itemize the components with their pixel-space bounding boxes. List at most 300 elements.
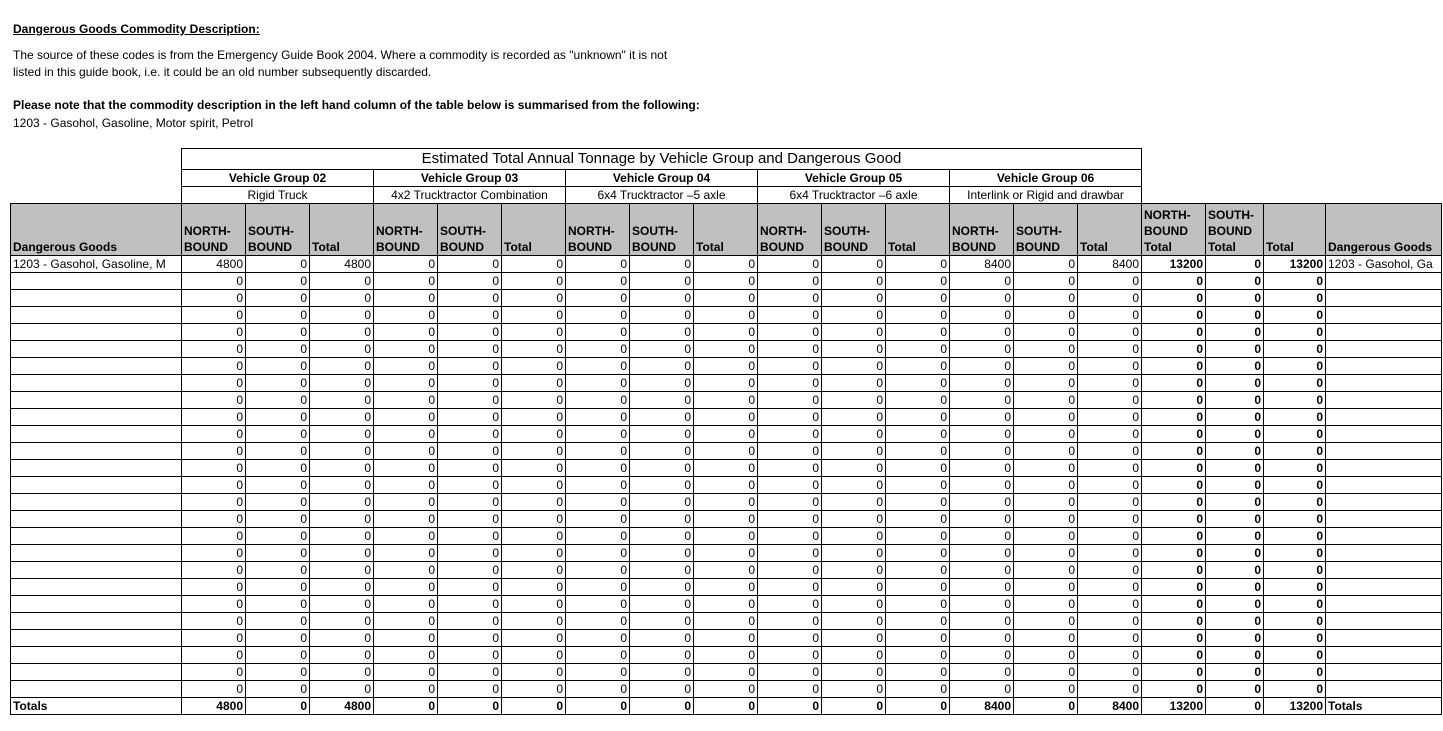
value-cell: 0 bbox=[438, 494, 502, 511]
value-cell: 0 bbox=[694, 511, 758, 528]
value-cell: 0 bbox=[822, 579, 886, 596]
row-label bbox=[11, 409, 182, 426]
value-cell: 0 bbox=[950, 579, 1014, 596]
value-cell: 0 bbox=[438, 375, 502, 392]
value-cell: 0 bbox=[246, 528, 310, 545]
value-cell: 0 bbox=[310, 375, 374, 392]
value-cell: 0 bbox=[566, 562, 630, 579]
value-cell: 0 bbox=[758, 698, 822, 715]
value-cell: 0 bbox=[438, 307, 502, 324]
value-cell: 4800 bbox=[182, 256, 246, 273]
value-cell: 0 bbox=[950, 426, 1014, 443]
value-cell: 0 bbox=[886, 545, 950, 562]
total-cell: 0 bbox=[1142, 630, 1206, 647]
value-cell: 0 bbox=[694, 358, 758, 375]
value-cell: 8400 bbox=[1078, 698, 1142, 715]
total-cell: 13200 bbox=[1264, 698, 1326, 715]
value-cell: 0 bbox=[886, 528, 950, 545]
value-cell: 0 bbox=[1014, 273, 1078, 290]
vehicle-group-name: Vehicle Group 02 bbox=[182, 170, 374, 187]
total-cell: 0 bbox=[1206, 613, 1264, 630]
blank-cell bbox=[1264, 187, 1326, 204]
vehicle-group-name: Vehicle Group 05 bbox=[758, 170, 950, 187]
value-cell: 0 bbox=[630, 528, 694, 545]
value-cell: 0 bbox=[246, 477, 310, 494]
value-cell: 0 bbox=[438, 579, 502, 596]
value-cell: 0 bbox=[630, 647, 694, 664]
value-cell: 0 bbox=[182, 443, 246, 460]
intro-paragraph-line2: listed in this guide book, i.e. it could be an old number subsequently discarded. bbox=[13, 65, 432, 79]
value-cell: 0 bbox=[822, 647, 886, 664]
total-cell: 0 bbox=[1264, 392, 1326, 409]
value-cell: 0 bbox=[694, 375, 758, 392]
value-cell: 0 bbox=[758, 392, 822, 409]
value-cell: 0 bbox=[1078, 324, 1142, 341]
value-cell: 0 bbox=[246, 341, 310, 358]
total-cell: 0 bbox=[1142, 392, 1206, 409]
value-cell: 0 bbox=[310, 562, 374, 579]
value-cell: 0 bbox=[1014, 562, 1078, 579]
total-cell: 0 bbox=[1264, 613, 1326, 630]
total-cell: 0 bbox=[1142, 528, 1206, 545]
intro-commodity: 1203 - Gasohol, Gasoline, Motor spirit, Petrol bbox=[13, 116, 254, 130]
value-cell: 0 bbox=[502, 596, 566, 613]
value-cell: 0 bbox=[310, 528, 374, 545]
row-label bbox=[11, 443, 182, 460]
column-header-row bbox=[11, 204, 1442, 256]
value-cell: 0 bbox=[1078, 426, 1142, 443]
row-label bbox=[11, 494, 182, 511]
row-label bbox=[11, 307, 182, 324]
vehicle-group-name: Vehicle Group 06 bbox=[950, 170, 1142, 187]
value-cell: 0 bbox=[886, 290, 950, 307]
total-cell: 0 bbox=[1142, 426, 1206, 443]
value-cell: 0 bbox=[630, 477, 694, 494]
value-cell: 0 bbox=[502, 698, 566, 715]
value-cell: 0 bbox=[1078, 613, 1142, 630]
value-cell: 0 bbox=[694, 273, 758, 290]
row-label-right bbox=[1326, 511, 1442, 528]
table-row bbox=[11, 477, 1442, 494]
row-label bbox=[11, 579, 182, 596]
value-cell: 0 bbox=[630, 698, 694, 715]
value-cell: 0 bbox=[694, 494, 758, 511]
row-label-right bbox=[1326, 426, 1442, 443]
value-cell: 0 bbox=[438, 630, 502, 647]
table-row bbox=[11, 630, 1442, 647]
value-cell: 0 bbox=[694, 698, 758, 715]
value-cell: 0 bbox=[1078, 681, 1142, 698]
value-cell: 0 bbox=[630, 613, 694, 630]
blank-cell bbox=[1206, 187, 1264, 204]
value-cell: 0 bbox=[1078, 307, 1142, 324]
value-cell: 0 bbox=[1078, 545, 1142, 562]
row-label-right bbox=[1326, 358, 1442, 375]
total-cell: 0 bbox=[1264, 358, 1326, 375]
value-cell: 0 bbox=[886, 647, 950, 664]
value-cell: 0 bbox=[1014, 613, 1078, 630]
value-cell: 0 bbox=[886, 256, 950, 273]
value-cell: 0 bbox=[1078, 528, 1142, 545]
table-row bbox=[11, 528, 1442, 545]
value-cell: 0 bbox=[822, 528, 886, 545]
total-cell: 0 bbox=[1142, 290, 1206, 307]
header-southbound: SOUTH-BOUND bbox=[822, 204, 886, 256]
total-cell: 0 bbox=[1142, 494, 1206, 511]
value-cell: 0 bbox=[502, 664, 566, 681]
value-cell: 0 bbox=[438, 613, 502, 630]
value-cell: 0 bbox=[374, 358, 438, 375]
table-row bbox=[11, 460, 1442, 477]
row-label bbox=[11, 341, 182, 358]
value-cell: 0 bbox=[246, 647, 310, 664]
value-cell: 0 bbox=[758, 562, 822, 579]
value-cell: 0 bbox=[758, 358, 822, 375]
value-cell: 0 bbox=[886, 562, 950, 579]
total-cell: 0 bbox=[1264, 409, 1326, 426]
value-cell: 0 bbox=[502, 443, 566, 460]
total-cell: 0 bbox=[1142, 324, 1206, 341]
value-cell: 0 bbox=[758, 613, 822, 630]
value-cell: 0 bbox=[694, 562, 758, 579]
table-row bbox=[11, 409, 1442, 426]
total-cell: 0 bbox=[1206, 664, 1264, 681]
group-row bbox=[11, 170, 1442, 187]
total-cell: 0 bbox=[1206, 341, 1264, 358]
value-cell: 0 bbox=[822, 664, 886, 681]
value-cell: 0 bbox=[694, 290, 758, 307]
value-cell: 0 bbox=[566, 579, 630, 596]
total-cell: 0 bbox=[1206, 426, 1264, 443]
row-label bbox=[11, 324, 182, 341]
intro-heading: Dangerous Goods Commodity Description: bbox=[13, 22, 260, 36]
header-southbound: SOUTH-BOUND bbox=[1014, 204, 1078, 256]
row-label-right bbox=[1326, 596, 1442, 613]
value-cell: 0 bbox=[182, 596, 246, 613]
header-southbound: SOUTH-BOUND bbox=[438, 204, 502, 256]
value-cell: 0 bbox=[502, 647, 566, 664]
value-cell: 0 bbox=[694, 630, 758, 647]
value-cell: 0 bbox=[566, 358, 630, 375]
value-cell: 0 bbox=[374, 443, 438, 460]
row-label-right bbox=[1326, 273, 1442, 290]
row-label-right bbox=[1326, 290, 1442, 307]
total-cell: 0 bbox=[1206, 698, 1264, 715]
value-cell: 0 bbox=[694, 647, 758, 664]
value-cell: 0 bbox=[950, 307, 1014, 324]
total-cell: 0 bbox=[1264, 579, 1326, 596]
value-cell: 0 bbox=[182, 307, 246, 324]
vehicle-group-description: Interlink or Rigid and drawbar bbox=[950, 187, 1142, 204]
value-cell: 0 bbox=[1078, 579, 1142, 596]
value-cell: 0 bbox=[630, 426, 694, 443]
value-cell: 0 bbox=[438, 392, 502, 409]
value-cell: 0 bbox=[182, 562, 246, 579]
value-cell: 0 bbox=[950, 273, 1014, 290]
value-cell: 0 bbox=[822, 358, 886, 375]
value-cell: 0 bbox=[758, 324, 822, 341]
total-cell: 0 bbox=[1264, 375, 1326, 392]
value-cell: 0 bbox=[502, 273, 566, 290]
value-cell: 0 bbox=[822, 562, 886, 579]
header-southbound: SOUTH-BOUND bbox=[246, 204, 310, 256]
value-cell: 0 bbox=[1014, 341, 1078, 358]
value-cell: 0 bbox=[950, 290, 1014, 307]
total-cell: 0 bbox=[1142, 613, 1206, 630]
row-label bbox=[11, 596, 182, 613]
value-cell: 0 bbox=[1078, 647, 1142, 664]
blank-cell bbox=[1326, 187, 1442, 204]
vehicle-group-description: 6x4 Trucktractor –5 axle bbox=[566, 187, 758, 204]
value-cell: 0 bbox=[1014, 647, 1078, 664]
value-cell: 0 bbox=[1078, 477, 1142, 494]
value-cell: 0 bbox=[438, 698, 502, 715]
value-cell: 0 bbox=[502, 392, 566, 409]
table-row bbox=[11, 596, 1442, 613]
blank-cell bbox=[1264, 149, 1326, 170]
value-cell: 0 bbox=[886, 460, 950, 477]
value-cell: 0 bbox=[822, 324, 886, 341]
value-cell: 0 bbox=[758, 494, 822, 511]
value-cell: 0 bbox=[1014, 290, 1078, 307]
total-cell: 0 bbox=[1264, 562, 1326, 579]
value-cell: 0 bbox=[566, 681, 630, 698]
table-row bbox=[11, 290, 1442, 307]
value-cell: 0 bbox=[1014, 698, 1078, 715]
value-cell: 0 bbox=[438, 341, 502, 358]
value-cell: 0 bbox=[310, 579, 374, 596]
value-cell: 0 bbox=[822, 545, 886, 562]
value-cell: 0 bbox=[438, 477, 502, 494]
value-cell: 0 bbox=[310, 647, 374, 664]
value-cell: 0 bbox=[1078, 630, 1142, 647]
total-cell: 0 bbox=[1264, 307, 1326, 324]
total-cell: 0 bbox=[1142, 562, 1206, 579]
value-cell: 0 bbox=[950, 613, 1014, 630]
value-cell: 0 bbox=[310, 409, 374, 426]
value-cell: 0 bbox=[246, 698, 310, 715]
value-cell: 0 bbox=[886, 698, 950, 715]
value-cell: 0 bbox=[694, 324, 758, 341]
value-cell: 0 bbox=[630, 341, 694, 358]
value-cell: 0 bbox=[438, 460, 502, 477]
value-cell: 0 bbox=[182, 358, 246, 375]
total-cell: 0 bbox=[1142, 358, 1206, 375]
row-label: Totals bbox=[11, 698, 182, 715]
total-cell: 0 bbox=[1206, 460, 1264, 477]
value-cell: 0 bbox=[502, 545, 566, 562]
value-cell: 0 bbox=[438, 256, 502, 273]
value-cell: 4800 bbox=[310, 256, 374, 273]
row-label-right bbox=[1326, 409, 1442, 426]
value-cell: 0 bbox=[630, 630, 694, 647]
value-cell: 0 bbox=[310, 681, 374, 698]
row-label bbox=[11, 358, 182, 375]
value-cell: 0 bbox=[374, 579, 438, 596]
value-cell: 0 bbox=[1078, 392, 1142, 409]
value-cell: 0 bbox=[950, 392, 1014, 409]
total-cell: 0 bbox=[1264, 545, 1326, 562]
value-cell: 0 bbox=[246, 460, 310, 477]
blank-cell bbox=[1142, 149, 1206, 170]
table-row-1203 bbox=[11, 256, 1442, 273]
total-cell: 0 bbox=[1206, 681, 1264, 698]
value-cell: 0 bbox=[566, 698, 630, 715]
value-cell: 0 bbox=[630, 579, 694, 596]
blank-cell bbox=[11, 187, 182, 204]
total-cell: 0 bbox=[1264, 647, 1326, 664]
value-cell: 0 bbox=[310, 460, 374, 477]
total-cell: 0 bbox=[1142, 409, 1206, 426]
value-cell: 4800 bbox=[310, 698, 374, 715]
value-cell: 0 bbox=[502, 613, 566, 630]
value-cell: 0 bbox=[182, 545, 246, 562]
total-cell: 0 bbox=[1264, 460, 1326, 477]
row-label bbox=[11, 511, 182, 528]
header-northbound: NORTH-BOUND bbox=[182, 204, 246, 256]
value-cell: 0 bbox=[886, 579, 950, 596]
value-cell: 0 bbox=[374, 256, 438, 273]
value-cell: 0 bbox=[438, 545, 502, 562]
value-cell: 0 bbox=[246, 307, 310, 324]
value-cell: 0 bbox=[246, 358, 310, 375]
value-cell: 0 bbox=[246, 613, 310, 630]
value-cell: 0 bbox=[950, 596, 1014, 613]
table-row bbox=[11, 681, 1442, 698]
value-cell: 0 bbox=[438, 647, 502, 664]
header-dangerous-goods-right: Dangerous Goods bbox=[1326, 204, 1442, 256]
total-cell: 0 bbox=[1142, 664, 1206, 681]
value-cell: 0 bbox=[502, 341, 566, 358]
value-cell: 0 bbox=[886, 375, 950, 392]
total-cell: 0 bbox=[1142, 477, 1206, 494]
value-cell: 0 bbox=[1014, 358, 1078, 375]
value-cell: 0 bbox=[182, 460, 246, 477]
value-cell: 0 bbox=[566, 426, 630, 443]
blank-cell bbox=[1326, 170, 1442, 187]
value-cell: 0 bbox=[758, 664, 822, 681]
total-cell: 0 bbox=[1206, 273, 1264, 290]
row-label bbox=[11, 562, 182, 579]
value-cell: 0 bbox=[502, 324, 566, 341]
value-cell: 0 bbox=[1078, 273, 1142, 290]
value-cell: 0 bbox=[1014, 409, 1078, 426]
row-label-right bbox=[1326, 647, 1442, 664]
value-cell: 0 bbox=[886, 596, 950, 613]
value-cell: 0 bbox=[950, 545, 1014, 562]
value-cell: 0 bbox=[758, 409, 822, 426]
value-cell: 0 bbox=[1014, 256, 1078, 273]
value-cell: 0 bbox=[694, 664, 758, 681]
value-cell: 0 bbox=[886, 341, 950, 358]
value-cell: 0 bbox=[502, 460, 566, 477]
total-cell: 0 bbox=[1206, 358, 1264, 375]
total-cell: 0 bbox=[1264, 664, 1326, 681]
value-cell: 0 bbox=[758, 528, 822, 545]
value-cell: 0 bbox=[438, 324, 502, 341]
value-cell: 0 bbox=[950, 681, 1014, 698]
value-cell: 0 bbox=[950, 630, 1014, 647]
value-cell: 0 bbox=[886, 307, 950, 324]
value-cell: 0 bbox=[246, 511, 310, 528]
table-row bbox=[11, 426, 1442, 443]
row-label bbox=[11, 681, 182, 698]
value-cell: 0 bbox=[246, 273, 310, 290]
value-cell: 0 bbox=[694, 307, 758, 324]
value-cell: 0 bbox=[310, 545, 374, 562]
blank-cell bbox=[1264, 170, 1326, 187]
table-row bbox=[11, 341, 1442, 358]
value-cell: 0 bbox=[502, 426, 566, 443]
value-cell: 0 bbox=[310, 613, 374, 630]
value-cell: 0 bbox=[502, 681, 566, 698]
header-total: Total bbox=[502, 204, 566, 256]
value-cell: 0 bbox=[566, 307, 630, 324]
blank-cell bbox=[1206, 149, 1264, 170]
header-grand-total: Total bbox=[1264, 204, 1326, 256]
value-cell: 0 bbox=[566, 460, 630, 477]
total-cell: 0 bbox=[1206, 545, 1264, 562]
value-cell: 0 bbox=[310, 358, 374, 375]
value-cell: 0 bbox=[502, 630, 566, 647]
value-cell: 0 bbox=[182, 426, 246, 443]
header-northbound: NORTH-BOUND bbox=[566, 204, 630, 256]
value-cell: 0 bbox=[246, 443, 310, 460]
row-label-right bbox=[1326, 528, 1442, 545]
total-cell: 0 bbox=[1142, 307, 1206, 324]
total-cell: 0 bbox=[1206, 375, 1264, 392]
value-cell: 0 bbox=[630, 664, 694, 681]
row-label bbox=[11, 460, 182, 477]
value-cell: 0 bbox=[310, 477, 374, 494]
row-label-right bbox=[1326, 562, 1442, 579]
table-row bbox=[11, 664, 1442, 681]
value-cell: 0 bbox=[438, 511, 502, 528]
value-cell: 0 bbox=[246, 375, 310, 392]
value-cell: 0 bbox=[566, 528, 630, 545]
value-cell: 0 bbox=[758, 460, 822, 477]
value-cell: 0 bbox=[886, 630, 950, 647]
value-cell: 0 bbox=[1078, 460, 1142, 477]
value-cell: 0 bbox=[310, 596, 374, 613]
value-cell: 0 bbox=[758, 511, 822, 528]
row-label-right bbox=[1326, 579, 1442, 596]
value-cell: 0 bbox=[374, 664, 438, 681]
total-cell: 0 bbox=[1264, 273, 1326, 290]
value-cell: 0 bbox=[1078, 511, 1142, 528]
value-cell: 0 bbox=[886, 358, 950, 375]
table-row bbox=[11, 307, 1442, 324]
value-cell: 0 bbox=[310, 341, 374, 358]
value-cell: 0 bbox=[1078, 494, 1142, 511]
value-cell: 0 bbox=[1078, 664, 1142, 681]
value-cell: 0 bbox=[630, 494, 694, 511]
value-cell: 0 bbox=[822, 426, 886, 443]
table-row bbox=[11, 494, 1442, 511]
value-cell: 0 bbox=[566, 443, 630, 460]
row-label-right bbox=[1326, 681, 1442, 698]
row-label-right bbox=[1326, 443, 1442, 460]
value-cell: 0 bbox=[374, 681, 438, 698]
value-cell: 0 bbox=[182, 341, 246, 358]
intro-paragraph-line1: The source of these codes is from the Emergency Guide Book 2004. Where a commodity is recorded as "unknown" it is not bbox=[13, 48, 668, 62]
value-cell: 0 bbox=[246, 256, 310, 273]
value-cell: 0 bbox=[822, 307, 886, 324]
value-cell: 0 bbox=[566, 494, 630, 511]
vehicle-group-description: Rigid Truck bbox=[182, 187, 374, 204]
row-label bbox=[11, 528, 182, 545]
value-cell: 0 bbox=[758, 426, 822, 443]
